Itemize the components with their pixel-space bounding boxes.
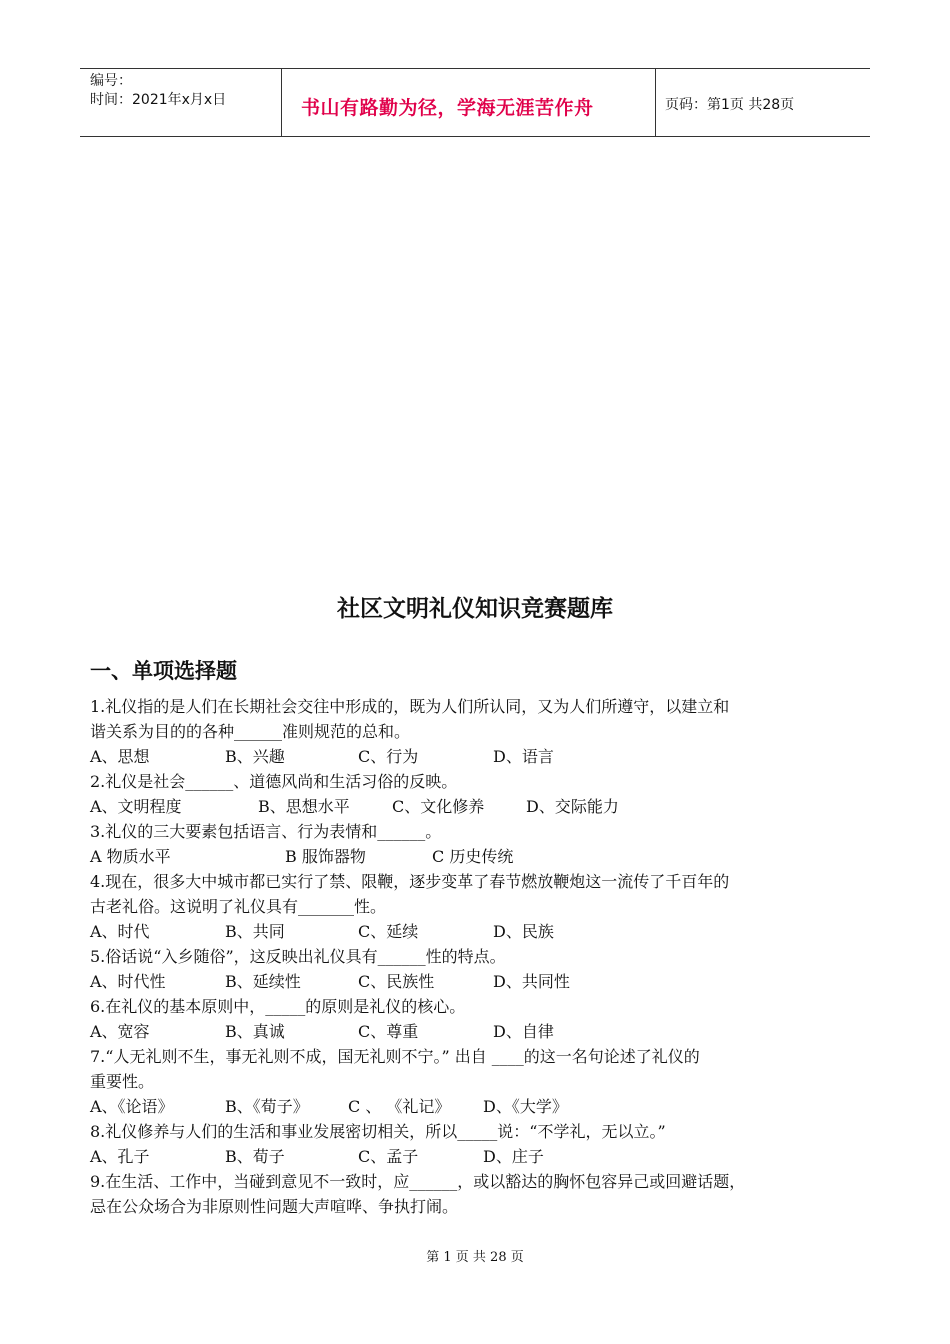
- header-table: [80, 68, 870, 137]
- option-d: D、交际能力: [526, 797, 619, 816]
- option-c: C 历史传统: [432, 847, 514, 866]
- option-a: A、文明程度: [90, 797, 182, 816]
- question-6-line-1: 6.在礼仪的基本原则中，_____的原则是礼仪的核心。: [90, 997, 466, 1016]
- option-d: D、自律: [493, 1022, 554, 1041]
- question-4-line-2: 古老礼俗。这说明了礼仪具有_______性。: [90, 897, 387, 916]
- option-b: B、真诚: [225, 1022, 285, 1041]
- option-d: D、共同性: [493, 972, 570, 991]
- option-b: B 服饰器物: [285, 847, 366, 866]
- question-9-line-1: 9.在生活、工作中，当碰到意见不一致时，应______，或以豁达的胸怀包容异己或回避话题，: [90, 1172, 746, 1191]
- option-c: C、文化修养: [392, 797, 485, 816]
- option-c: C 、 《礼记》: [348, 1097, 451, 1116]
- question-7-line-1: 7.“人无礼则不生，事无礼则不成，国无礼则不宁。” 出自 ____的这一名句论述了礼仪的: [90, 1047, 700, 1066]
- option-a: A、思想: [90, 747, 150, 766]
- option-c: C、行为: [358, 747, 419, 766]
- option-c: C、民族性: [358, 972, 435, 991]
- header-motto-cell: [282, 69, 656, 136]
- option-a: A、宽容: [90, 1022, 150, 1041]
- question-9-line-2: 忌在公众场合为非原则性问题大声喧哗、争执打闹。: [90, 1197, 459, 1216]
- question-7-line-2: 重要性。: [90, 1072, 155, 1091]
- option-c: C、孟子: [358, 1147, 419, 1166]
- option-d: D、《大学》: [483, 1097, 568, 1116]
- question-3-line-1: 3.礼仪的三大要素包括语言、行为表情和______。: [90, 822, 442, 841]
- option-a: A、时代性: [90, 972, 166, 991]
- page-footer: 第 1 页 共 28 页: [426, 1250, 524, 1265]
- option-b: B、兴趣: [225, 747, 285, 766]
- option-a: A、《论语》: [90, 1097, 174, 1116]
- question-1-line-1: 1.礼仪指的是人们在长期社会交往中形成的，既为人们所认同，又为人们所遵守，以建立和: [90, 697, 730, 716]
- option-d: D、民族: [493, 922, 554, 941]
- option-b: B、思想水平: [258, 797, 350, 816]
- motto-text: 书山有路勤为径，学海无涯苦作舟: [301, 97, 594, 119]
- section-heading: 一、单项选择题: [90, 659, 237, 683]
- question-8-line-1: 8.礼仪修养与人们的生活和事业发展密切相关，所以_____说：“不学礼，无以立。”: [90, 1122, 666, 1141]
- option-b: B、共同: [225, 922, 285, 941]
- option-d: D、语言: [493, 747, 554, 766]
- option-b: B、《荀子》: [225, 1097, 309, 1116]
- option-c: C、尊重: [358, 1022, 419, 1041]
- option-a: A、孔子: [90, 1147, 150, 1166]
- option-c: C、延续: [358, 922, 419, 941]
- document-title: 社区文明礼仪知识竞赛题库: [337, 596, 613, 622]
- question-1-line-2: 谐关系为目的的各种______准则规范的总和。: [90, 722, 411, 741]
- header-page-info: 页码：第1页 共28页: [665, 97, 795, 113]
- document-date: 时间：2021年x月x日: [90, 92, 227, 108]
- option-a: A、时代: [90, 922, 150, 941]
- question-4-line-1: 4.现在，很多大中城市都已实行了禁、限鞭，逐步变革了春节燃放鞭炮这一流传了千百年的: [90, 872, 730, 891]
- header-info-cell: [80, 69, 282, 136]
- option-d: D、庄子: [483, 1147, 544, 1166]
- option-b: B、延续性: [225, 972, 301, 991]
- document-number-label: 编号：: [90, 73, 132, 89]
- question-5-line-1: 5.俗话说“入乡随俗”，这反映出礼仪具有______性的特点。: [90, 947, 506, 966]
- option-b: B、荀子: [225, 1147, 285, 1166]
- option-a: A 物质水平: [90, 847, 171, 866]
- question-2-line-1: 2.礼仪是社会______、道德风尚和生活习俗的反映。: [90, 772, 458, 791]
